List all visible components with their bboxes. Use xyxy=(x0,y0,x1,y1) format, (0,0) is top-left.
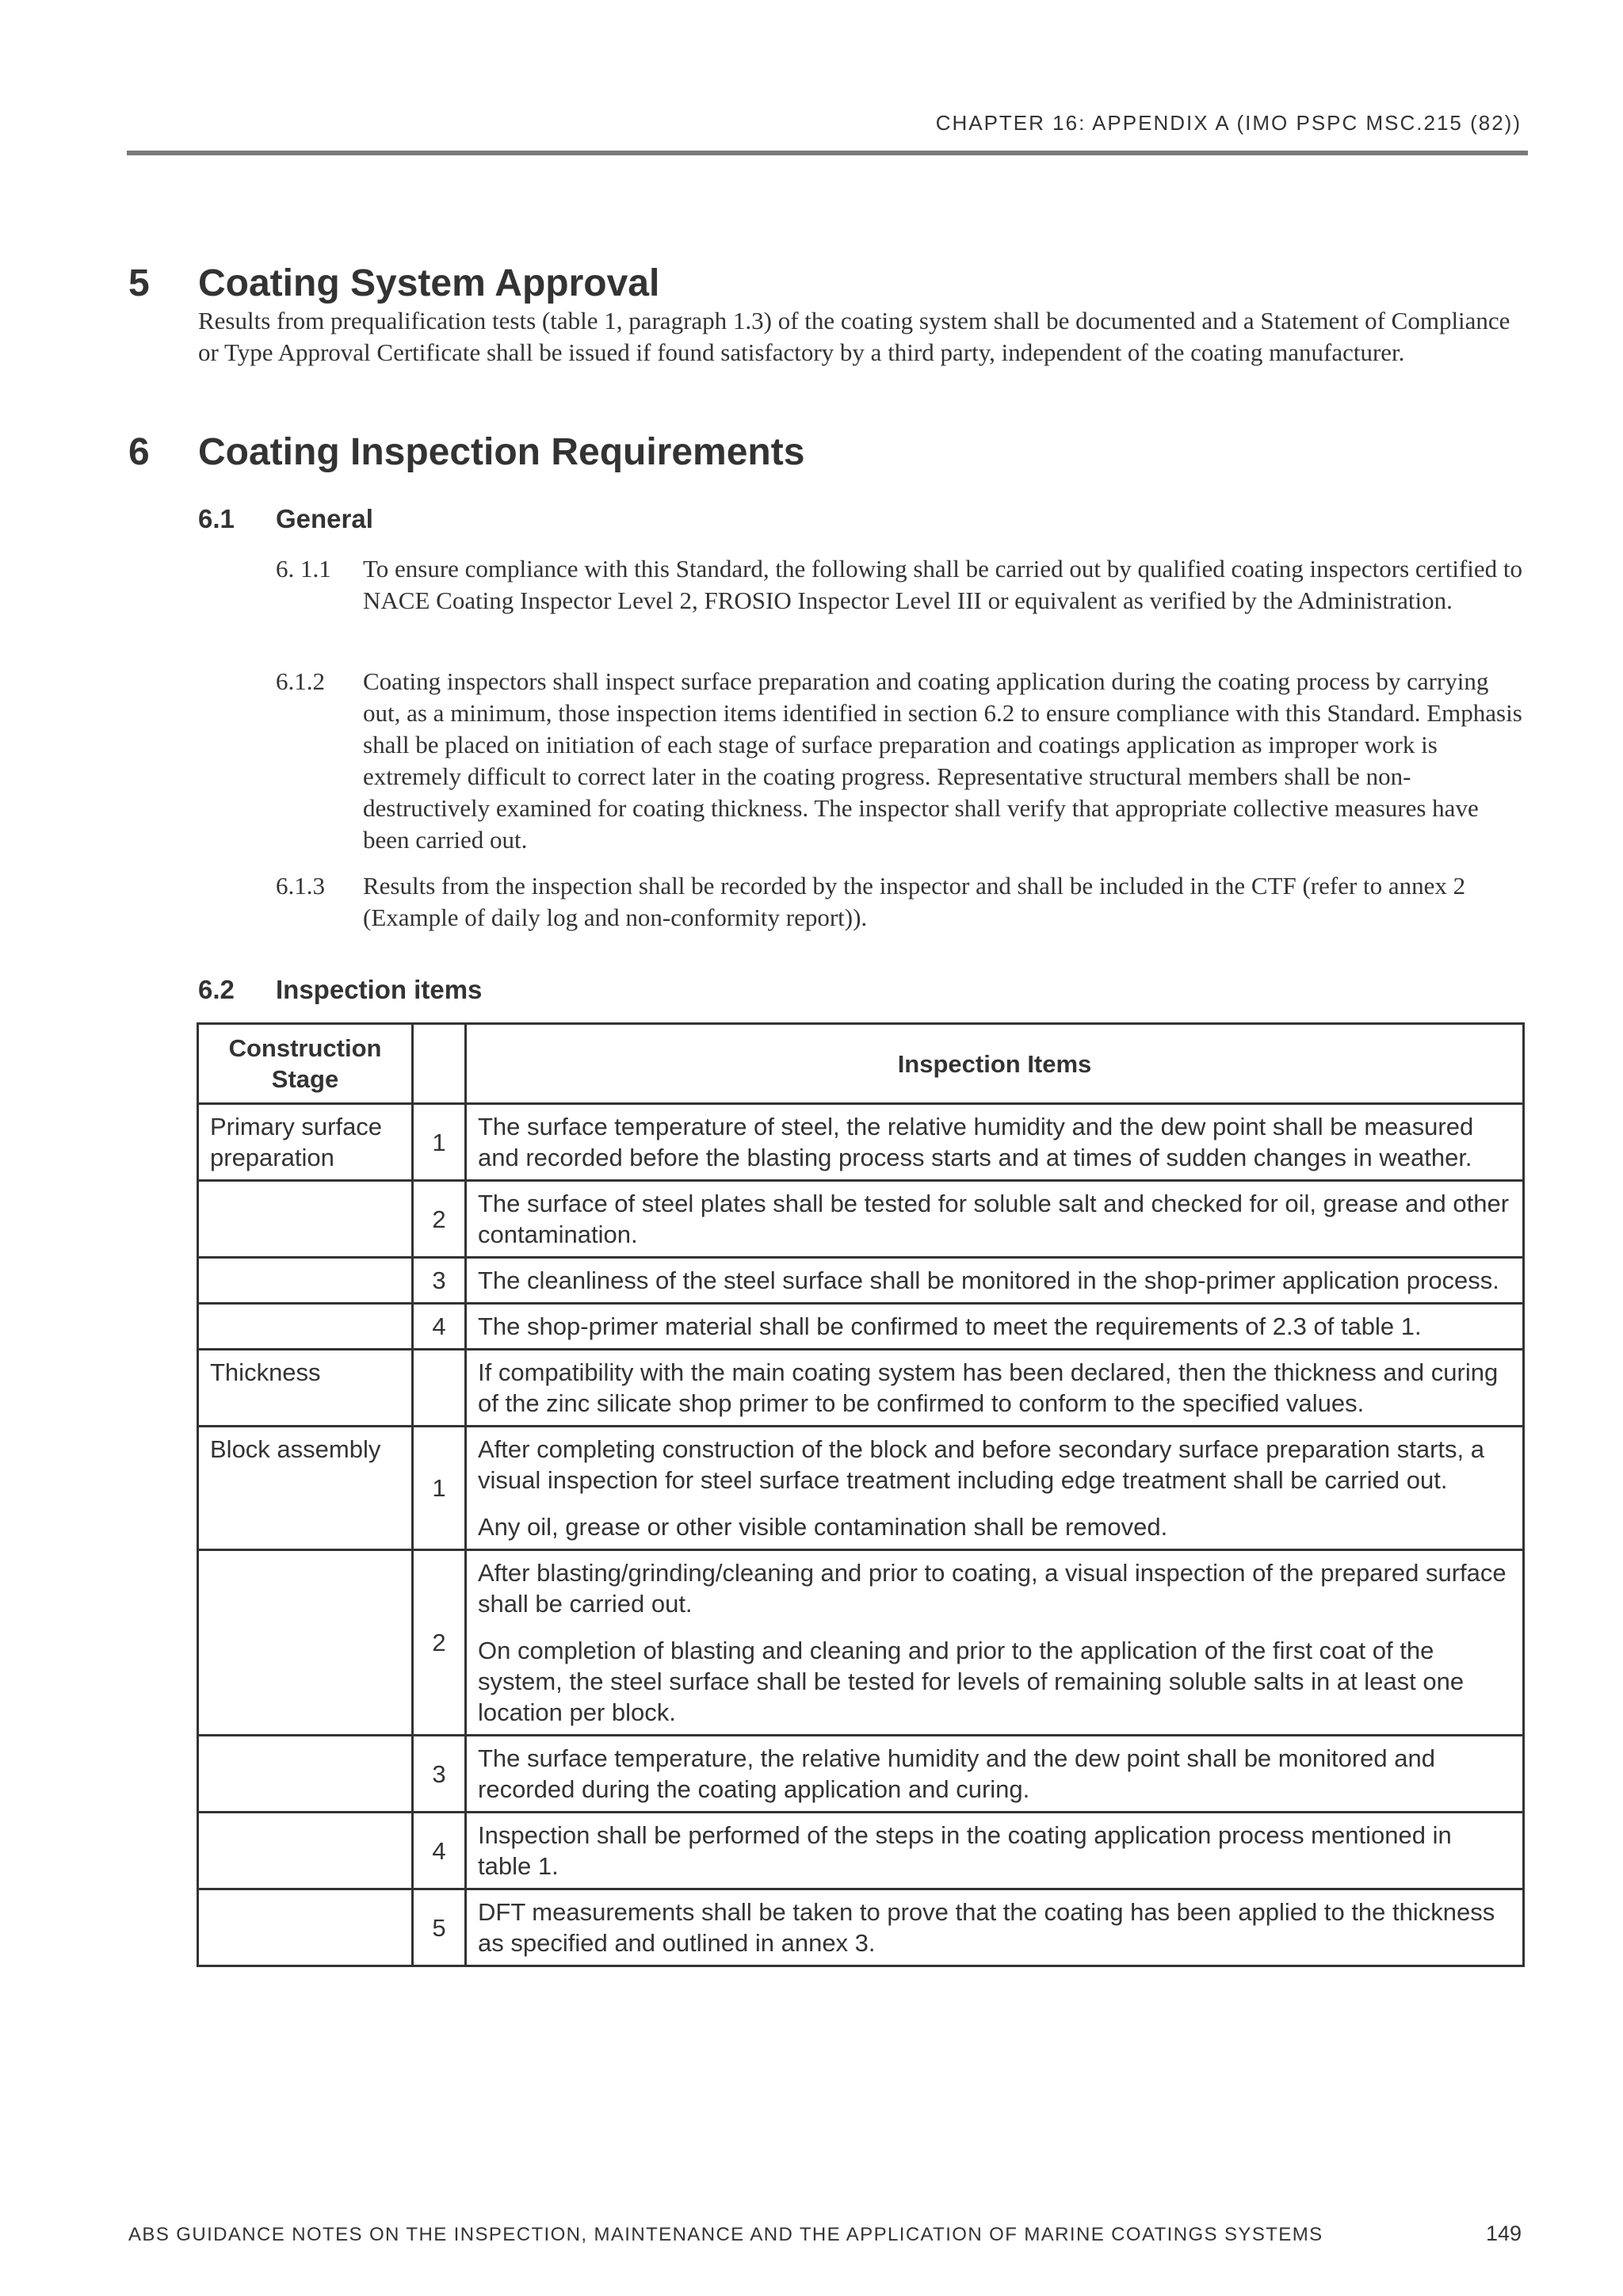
item-text: After blasting/grinding/cleaning and prior to coating, a visual inspection of the prepared surface shall be carried out. xyxy=(478,1559,1507,1618)
table-row xyxy=(198,1550,1524,1736)
inspection-item xyxy=(466,1304,1524,1350)
item-number xyxy=(413,1350,466,1427)
subsection-6-2-title: Inspection items xyxy=(276,975,483,1004)
inspection-item xyxy=(466,1736,1524,1813)
page-number: 149 xyxy=(1485,2222,1522,2245)
inspection-item xyxy=(466,1889,1524,1966)
table-row xyxy=(198,1181,1524,1258)
section-5-title: Coating System Approval xyxy=(198,262,660,304)
inspection-item xyxy=(466,1550,1524,1736)
header-construction-stage: Construction Stage xyxy=(198,1024,413,1104)
table-row xyxy=(198,1813,1524,1889)
paragraph-text: Results from the inspection shall be recorded by the inspector and shall be included in the CTF (refer to annex 2 (Example of daily log and non-conformity report)). xyxy=(363,872,1466,931)
item-text: Any oil, grease or other visible contamination shall be removed. xyxy=(478,1513,1168,1541)
stage-cell xyxy=(198,1736,413,1813)
item-text: The surface of steel plates shall be tested for soluble salt and checked for oil, grease and other contamination. xyxy=(478,1190,1510,1248)
table-row xyxy=(198,1350,1524,1427)
stage-cell: Thickness xyxy=(198,1350,413,1427)
stage-cell xyxy=(198,1813,413,1889)
item-text: The cleanliness of the steel surface shall be monitored in the shop-primer application process. xyxy=(478,1266,1499,1294)
stage-cell xyxy=(198,1304,413,1350)
item-number: 3 xyxy=(413,1736,466,1813)
inspection-item xyxy=(466,1258,1524,1304)
item-text: If compatibility with the main coating system has been declared, then the thickness and curing of the zinc silicate shop primer to be confirmed to conform to the specified values. xyxy=(478,1358,1499,1417)
stage-cell xyxy=(198,1550,413,1736)
footer-title: ABS GUIDANCE NOTES ON THE INSPECTION, MAINTENANCE AND THE APPLICATION OF MARINE COATINGS SYSTEMS xyxy=(128,2224,1323,2245)
table-row xyxy=(198,1736,1524,1813)
header-rule xyxy=(127,151,1528,155)
section-6-number: 6 xyxy=(128,431,150,473)
running-head: CHAPTER 16: APPENDIX A (IMO PSPC MSC.215 (82)) xyxy=(935,111,1522,135)
table-row xyxy=(198,1889,1524,1966)
stage-cell: Primary surface preparation xyxy=(198,1104,413,1181)
inspection-item xyxy=(466,1104,1524,1181)
item-number: 5 xyxy=(413,1889,466,1966)
item-number: 2 xyxy=(413,1181,466,1258)
paragraph-text: To ensure compliance with this Standard, the following shall be carried out by qualified coating inspectors certified to NACE Coating Inspector Level 2, FROSIO Inspector Level III or equivalent as verified by the Administration. xyxy=(363,555,1523,614)
item-number: 1 xyxy=(413,1104,466,1181)
stage-cell xyxy=(198,1889,413,1966)
item-text: The shop-primer material shall be confirmed to meet the requirements of 2.3 of table 1. xyxy=(478,1312,1422,1340)
stage-cell xyxy=(198,1181,413,1258)
table-row xyxy=(198,1258,1524,1304)
table-row xyxy=(198,1304,1524,1350)
inspection-items-table xyxy=(197,1022,1525,1967)
stage-cell xyxy=(198,1258,413,1304)
stage-cell: Block assembly xyxy=(198,1427,413,1550)
item-text: The surface temperature of steel, the relative humidity and the dew point shall be measured and recorded before the blasting process starts and at times of sudden changes in weather. xyxy=(478,1113,1474,1171)
subsection-6-1-title: General xyxy=(276,504,373,533)
header-number xyxy=(413,1024,466,1104)
inspection-item xyxy=(466,1350,1524,1427)
table-header-row xyxy=(198,1024,1524,1104)
item-text: On completion of blasting and cleaning and prior to the application of the first coat of the system, the steel surface shall be tested for levels of remaining soluble salts in at least one location per block. xyxy=(478,1637,1465,1726)
item-text: After completing construction of the block and before secondary surface preparation starts, a visual inspection for steel surface treatment including edge treatment shall be carried out. xyxy=(478,1435,1484,1494)
item-number: 3 xyxy=(413,1258,466,1304)
item-number: 1 xyxy=(413,1427,466,1550)
item-number: 2 xyxy=(413,1550,466,1736)
subsection-6-2-number: 6.2 xyxy=(198,975,235,1004)
subsection-6-1-number: 6.1 xyxy=(198,504,235,533)
paragraph-number: 6.1.3 xyxy=(276,872,325,900)
table-row xyxy=(198,1104,1524,1181)
item-text: DFT measurements shall be taken to prove that the coating has been applied to the thickness as specified and outlined in annex 3. xyxy=(478,1898,1495,1957)
section-5-number: 5 xyxy=(128,262,150,304)
inspection-item xyxy=(466,1813,1524,1889)
item-number: 4 xyxy=(413,1304,466,1350)
item-number: 4 xyxy=(413,1813,466,1889)
paragraph-text: Coating inspectors shall inspect surface preparation and coating application during the coating process by carrying out, as a minimum, those inspection items identified in section 6.2 to ensure compliance with this Standard. Emphasis shall be placed on initiation of each stage of surface preparation and coatings application as improper work is extremely difficult to correct later in the coating progress. Representative structural members shall be non-destructively examined for coating thickness. The inspector shall verify that appropriate collective measures have been carried out. xyxy=(363,667,1522,854)
paragraph-number: 6.1.2 xyxy=(276,667,325,695)
inspection-item xyxy=(466,1181,1524,1258)
paragraph-number: 6. 1.1 xyxy=(276,555,331,583)
item-text: The surface temperature, the relative humidity and the dew point shall be monitored and recorded during the coating application and curing. xyxy=(478,1744,1435,1803)
item-text: Inspection shall be performed of the steps in the coating application process mentioned in table 1. xyxy=(478,1821,1452,1880)
inspection-item xyxy=(466,1427,1524,1550)
header-inspection-items: Inspection Items xyxy=(466,1024,1524,1104)
section-5-body: Results from prequalification tests (table 1, paragraph 1.3) of the coating system shall be documented and a Statement of Compliance or Type Approval Certificate shall be issued if found satisfactory by a third party, independent of the coating manufacturer. xyxy=(198,307,1510,366)
section-6-title: Coating Inspection Requirements xyxy=(198,431,805,473)
table-row xyxy=(198,1427,1524,1550)
